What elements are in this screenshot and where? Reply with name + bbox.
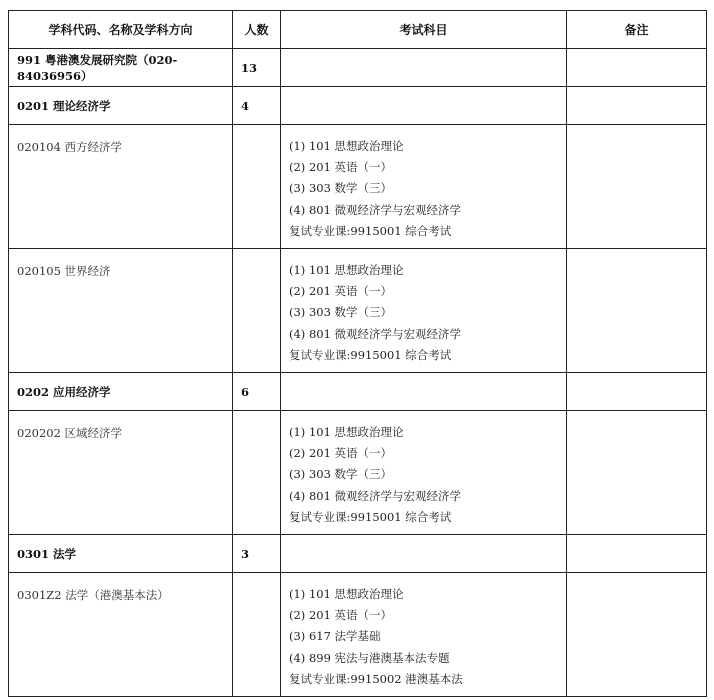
- subject-item: (2) 201 英语（一）: [289, 608, 393, 623]
- section-row: [9, 87, 707, 125]
- subject-item: (3) 303 数学（三）: [289, 181, 393, 196]
- program-name: 020202 区域经济学: [9, 411, 233, 535]
- program-name: 0301Z2 法学（港澳基本法）: [9, 573, 233, 697]
- program-remarks-cell: [567, 573, 707, 697]
- subject-item: (4) 899 宪法与港澳基本法专题: [289, 650, 450, 665]
- subject-list: [281, 249, 566, 366]
- subject-item: (3) 303 数学（三）: [289, 305, 393, 320]
- subject-item: (4) 801 微观经济学与宏观经济学: [289, 488, 462, 503]
- section-name: 0202 应用经济学: [9, 373, 233, 411]
- program-name: 020104 西方经济学: [9, 125, 233, 249]
- program-subjects-cell: [281, 249, 567, 373]
- section-subjects-cell: [281, 535, 567, 573]
- section-remarks-cell: [567, 49, 707, 87]
- program-remarks-cell: [567, 125, 707, 249]
- section-row: [9, 535, 707, 573]
- subject-item: (2) 201 英语（一）: [289, 446, 393, 461]
- retest-subject: 复试专业课:9915001 综合考试: [289, 347, 452, 362]
- section-row: [9, 373, 707, 411]
- header-discipline: 学科代码、名称及学科方向: [9, 11, 233, 49]
- subject-list: [281, 125, 566, 242]
- program-row: [9, 249, 707, 373]
- subject-list: [281, 573, 566, 690]
- header-exam-subjects: 考试科目: [281, 11, 567, 49]
- retest-subject: 复试专业课:9915001 综合考试: [289, 223, 452, 238]
- section-count: 4: [233, 87, 281, 125]
- subject-list: [281, 411, 566, 528]
- section-remarks-cell: [567, 535, 707, 573]
- subject-item: (4) 801 微观经济学与宏观经济学: [289, 202, 462, 217]
- subject-item: (1) 101 思想政治理论: [289, 425, 404, 439]
- section-count: 3: [233, 535, 281, 573]
- subject-item: (3) 617 法学基础: [289, 629, 381, 644]
- program-count-cell: [233, 249, 281, 373]
- subject-item: (2) 201 英语（一）: [289, 160, 393, 175]
- retest-subject: 复试专业课:9915001 综合考试: [289, 509, 452, 524]
- program-remarks-cell: [567, 411, 707, 535]
- section-count: 13: [233, 49, 281, 87]
- program-row: [9, 125, 707, 249]
- section-count: 6: [233, 373, 281, 411]
- program-row: [9, 573, 707, 697]
- subject-item: (1) 101 思想政治理论: [289, 139, 404, 153]
- section-name: 991 粤港澳发展研究院（020-84036956）: [9, 49, 233, 87]
- subject-item: (4) 801 微观经济学与宏观经济学: [289, 326, 462, 341]
- section-remarks-cell: [567, 373, 707, 411]
- program-count-cell: [233, 125, 281, 249]
- section-remarks-cell: [567, 87, 707, 125]
- section-row: [9, 49, 707, 87]
- section-subjects-cell: [281, 373, 567, 411]
- subject-item: (1) 101 思想政治理论: [289, 263, 404, 277]
- header-remarks: 备注: [567, 11, 707, 49]
- header-row: [9, 11, 707, 49]
- program-name: 020105 世界经济: [9, 249, 233, 373]
- retest-subject: 复试专业课:9915002 港澳基本法: [289, 671, 463, 686]
- header-count: 人数: [233, 11, 281, 49]
- subject-item: (2) 201 英语（一）: [289, 284, 393, 299]
- section-subjects-cell: [281, 49, 567, 87]
- program-subjects-cell: [281, 411, 567, 535]
- subject-item: (1) 101 思想政治理论: [289, 587, 404, 601]
- program-row: [9, 411, 707, 535]
- program-count-cell: [233, 411, 281, 535]
- admissions-table: [8, 10, 707, 697]
- program-remarks-cell: [567, 249, 707, 373]
- section-subjects-cell: [281, 87, 567, 125]
- program-subjects-cell: [281, 573, 567, 697]
- subject-item: (3) 303 数学（三）: [289, 467, 393, 482]
- program-count-cell: [233, 573, 281, 697]
- program-subjects-cell: [281, 125, 567, 249]
- section-name: 0301 法学: [9, 535, 233, 573]
- section-name: 0201 理论经济学: [9, 87, 233, 125]
